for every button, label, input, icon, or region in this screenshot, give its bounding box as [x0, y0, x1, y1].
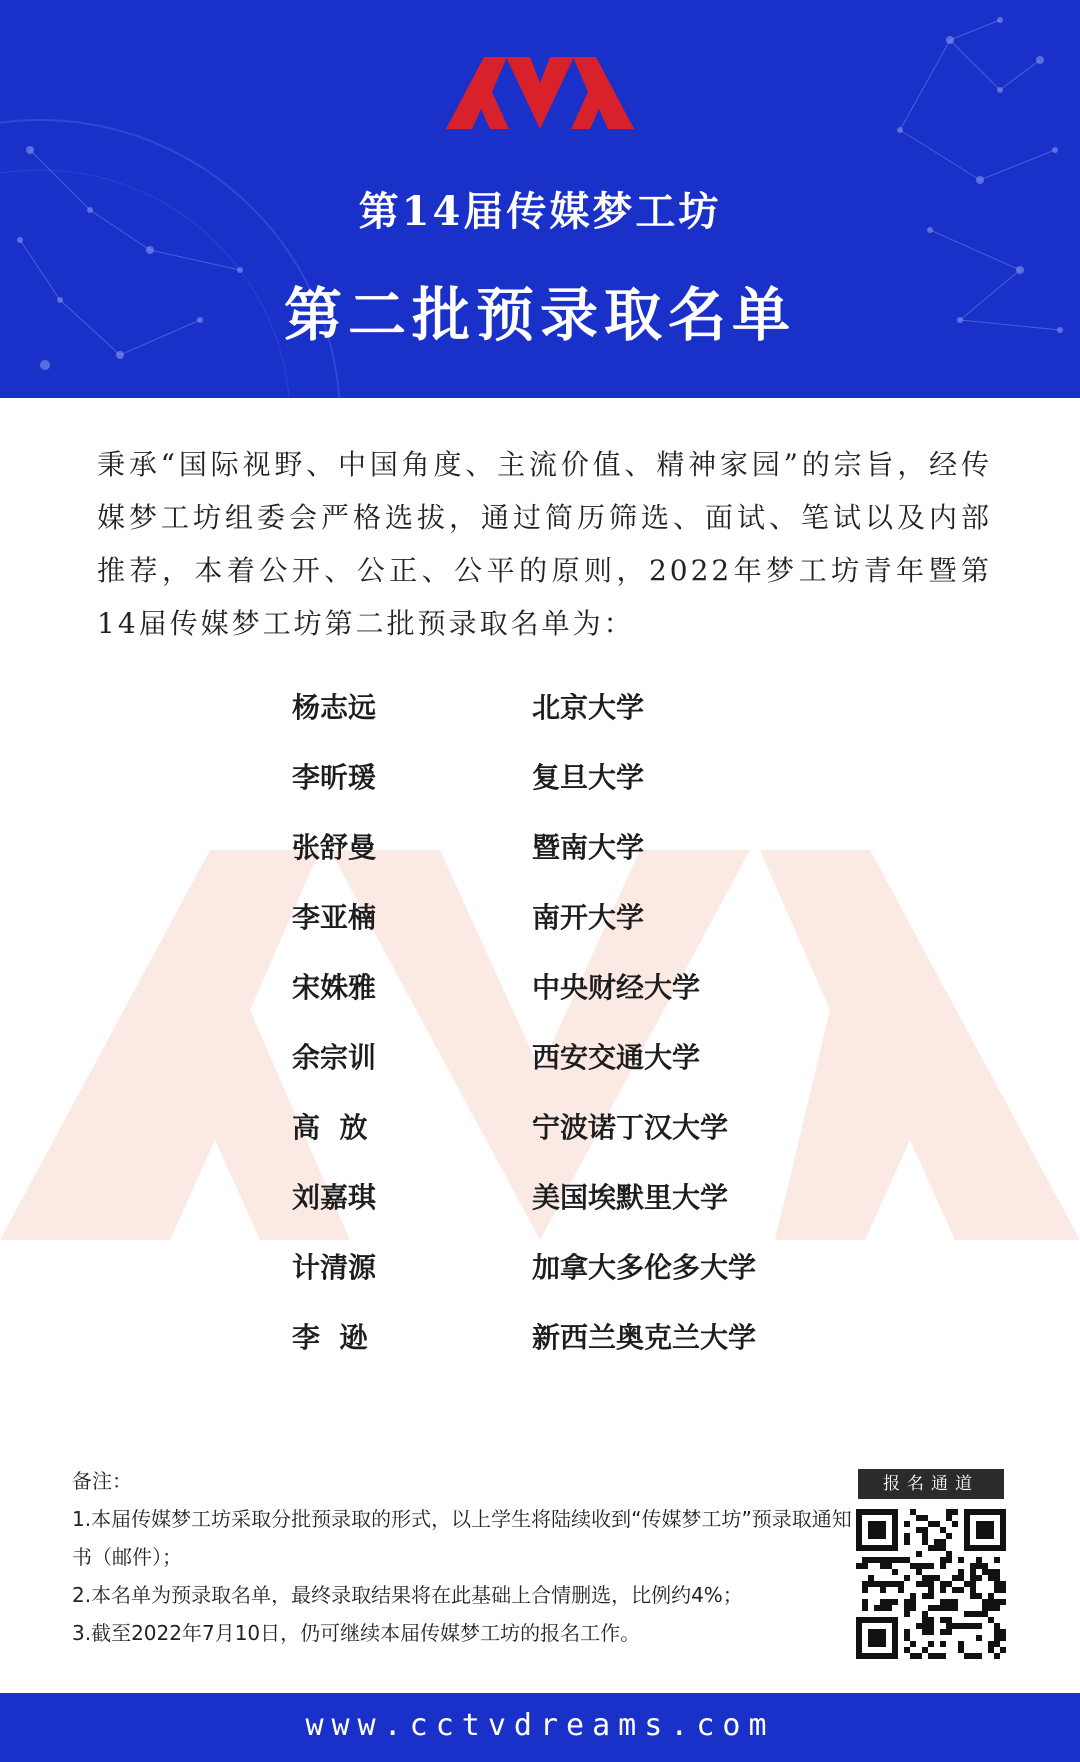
student-school: 中央财经大学	[532, 971, 701, 1004]
registration-label: 报名通道	[858, 1469, 1004, 1499]
student-name: 余宗训	[292, 1041, 377, 1074]
note-item: 2.本名单为预录取名单，最终录取结果将在此基础上合情删选，比例约4%；	[72, 1583, 743, 1607]
header-banner	[0, 0, 1080, 398]
student-school: 宁波诺丁汉大学	[532, 1111, 729, 1144]
student-name: 李 逊	[292, 1321, 368, 1354]
qr-code-icon[interactable]	[856, 1509, 1006, 1659]
footer-bar	[0, 1693, 1080, 1762]
page-title-line2: 第二批预录取名单	[283, 281, 796, 349]
logo-icon	[446, 57, 634, 129]
student-school: 南开大学	[532, 901, 645, 934]
student-name: 刘嘉琪	[292, 1181, 377, 1214]
website-link[interactable]: www.cctvdreams.com	[305, 1708, 775, 1743]
student-school: 西安交通大学	[532, 1041, 701, 1074]
student-name: 高 放	[292, 1111, 368, 1144]
student-school: 复旦大学	[532, 761, 645, 794]
student-school: 美国埃默里大学	[532, 1181, 729, 1214]
page-title-line1: 第14届传媒梦工坊	[358, 188, 722, 235]
student-name: 李昕瑗	[292, 761, 377, 794]
note-item: 1.本届传媒梦工坊采取分批预录取的形式，以上学生将陆续收到“传媒梦工坊”预录取通知书（邮件）；	[72, 1507, 852, 1569]
notes-heading: 备注：	[72, 1469, 132, 1493]
note-item: 3.截至2022年7月10日，仍可继续本届传媒梦工坊的报名工作。	[72, 1621, 641, 1645]
intro-paragraph: 秉承“国际视野、中国角度、主流价值、精神家园”的宗旨，经传媒梦工坊组委会严格选拔，通过简历筛选、面试、笔试以及内部推荐，本着公开、公正、公平的原则，2022年梦工坊青年暨第14届传媒梦工坊第二批预录取名单为：	[97, 448, 992, 640]
student-school: 北京大学	[532, 691, 645, 724]
notes-section	[72, 1462, 852, 1652]
student-name: 张舒曼	[292, 831, 377, 864]
student-name: 杨志远	[292, 691, 377, 724]
student-school: 加拿大多伦多大学	[532, 1251, 757, 1284]
student-name: 宋姝雅	[292, 971, 377, 1004]
student-school: 新西兰奥克兰大学	[532, 1321, 757, 1354]
student-school: 暨南大学	[532, 831, 645, 864]
student-name: 李亚楠	[292, 901, 377, 934]
student-name: 计清源	[292, 1251, 377, 1284]
